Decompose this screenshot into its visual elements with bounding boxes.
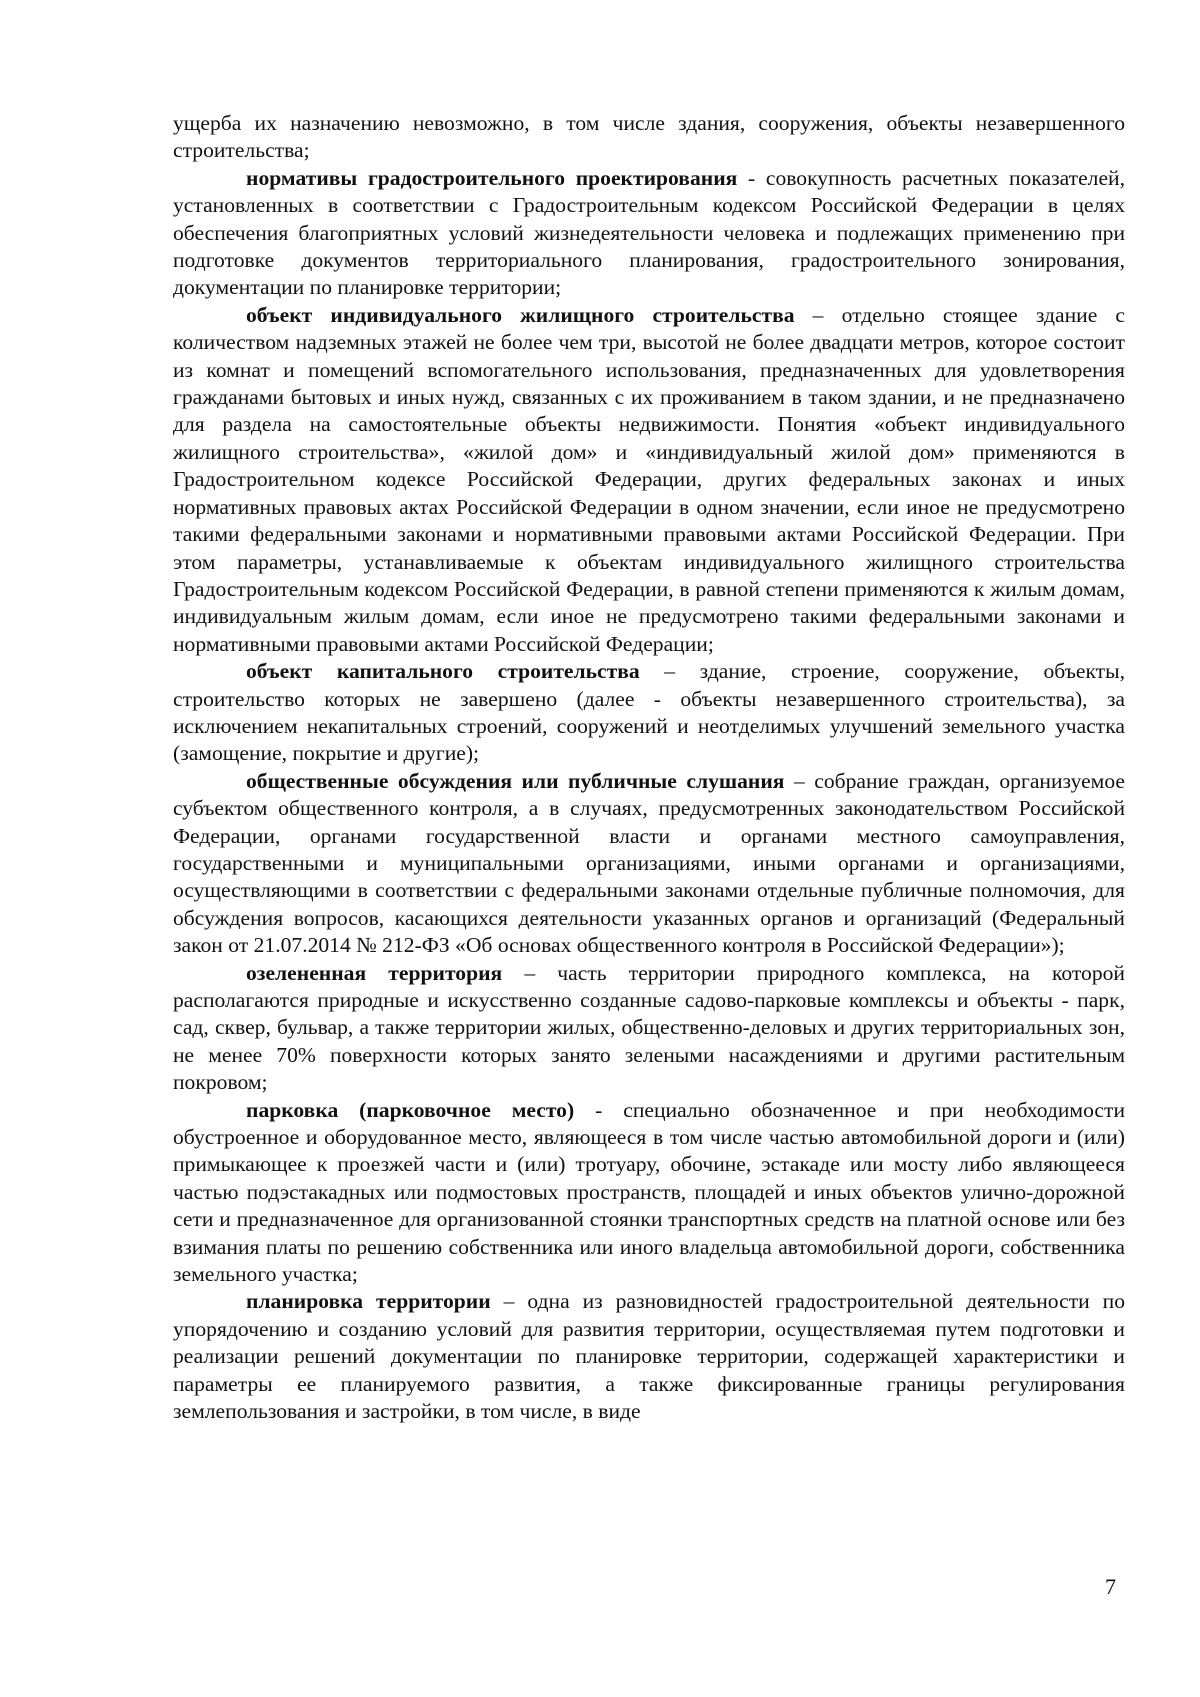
definition-term: нормативы градостроительного проектирования bbox=[246, 165, 738, 190]
definition-text: – одна из разновидностей градостроительной деятельности по упорядочению и созданию условий для развития территории, осуществляемая путем подготовки и реализации решений документации по планировке территории, содержащей характеристики и параметры ее планируемого развития, а также фиксированные границы регулирования землепользования и застройки, в том числе, в виде bbox=[173, 1289, 1125, 1424]
definition-paragraph bbox=[173, 658, 1125, 768]
definition-text: - совокупность расчетных показателей, установленных в соответствии с Градостроительным кодексом Российской Федерации в целях обеспечения благоприятных условий жизнедеятельности человека и подлежащих применению при подготовке документов территориального планирования, градостроительного зонирования, документации по планировке территории; bbox=[173, 165, 1125, 300]
definition-paragraph bbox=[173, 302, 1125, 658]
definition-term: планировка территории bbox=[246, 1289, 491, 1314]
opening-text: ущерба их назначению невозможно, в том числе здания, сооружения, объекты незавершенного строительства; bbox=[173, 111, 1125, 163]
document-page bbox=[173, 110, 1125, 1426]
definition-term: озелененная территория bbox=[246, 960, 503, 985]
definition-text: – здание, строение, сооружение, объекты, строительство которых не завершено (далее - объекты незавершенного строительства), за исключением некапитальных строений, сооружений и неотделимых улучшений земельного участка (замощение, покрытие и другие); bbox=[173, 659, 1126, 766]
definition-text: - специально обозначенное и при необходимости обустроенное и оборудованное место, являющееся в том числе частью автомобильной дороги и (или) примыкающее к проезжей части и (или) тротуару, обочине, эстакаде или мосту либо являющееся частью подэстакадных или подмостовых пространств, площадей и иных объектов улично-дорожной сети и предназначенное для организованной стоянки транспортных средств на платной основе или без взимания платы по решению собственника или иного владельца автомобильной дороги, собственника земельного участка; bbox=[173, 1097, 1125, 1287]
definition-term: объект капитального строительства bbox=[246, 659, 640, 684]
page-number: 7 bbox=[1105, 1574, 1116, 1599]
definition-term: общественные обсуждения или публичные слушания bbox=[246, 768, 785, 793]
definition-text: – отдельно стоящее здание с количеством надземных этажей не более чем три, высотой не более двадцати метров, которое состоит из комнат и помещений вспомогательного использования, предназначенных для удовлетворения гражданами бытовых и иных нужд, связанных с их проживанием в таком здании, и не предназначено для раздела на самостоятельные объекты недвижимости. Понятия «объект индивидуального жилищного строительства», «жилой дом» и «индивидуальный жилой дом» применяются в Градостроительном кодексе Российской Федерации, других федеральных законах и иных нормативных правовых актах Российской Федерации в одном значении, если иное не предусмотрено такими федеральными законами и нормативными правовыми актами Российской Федерации. При этом параметры, устанавливаемые к объектам индивидуального жилищного строительства Градостроительным кодексом Российской Федерации, в равной степени применяются к жилым домам, индивидуальным жилым домам, если иное не предусмотрено такими федеральными законами и нормативными правовыми актами Российской Федерации; bbox=[173, 302, 1125, 656]
definition-text: – часть территории природного комплекса, на которой располагаются природные и искусственно созданные садово-парковые комплексы и объекты - парк, сад, сквер, бульвар, а также территории жилых, общественно-деловых и других территориальных зон, не менее 70% поверхности которых занято зелеными насаждениями и другими растительным покровом; bbox=[173, 960, 1125, 1095]
definition-term: парковка (парковочное место) bbox=[246, 1097, 575, 1122]
definition-text: – собрание граждан, организуемое субъектом общественного контроля, а в случаях, предусмотренных законодательством Российской Федерации, органами государственной власти и органами местного самоуправления, государственными и муниципальными организациями, иными органами и организациями, осуществляющими в соответствии с федеральными законами отдельные публичные полномочия, для обсуждения вопросов, касающихся деятельности указанных органов и организаций (Федеральный закон от 21.07.2014 № 212-ФЗ «Об основах общественного контроля в Российской Федерации»); bbox=[173, 768, 1125, 958]
definition-paragraph bbox=[173, 1097, 1125, 1289]
definition-term: объект индивидуального жилищного строительства bbox=[246, 302, 795, 327]
definition-paragraph bbox=[173, 165, 1125, 302]
definition-paragraph bbox=[173, 768, 1125, 960]
definition-paragraph bbox=[173, 1288, 1125, 1425]
definition-paragraph bbox=[173, 960, 1125, 1097]
opening-paragraph bbox=[173, 110, 1125, 165]
